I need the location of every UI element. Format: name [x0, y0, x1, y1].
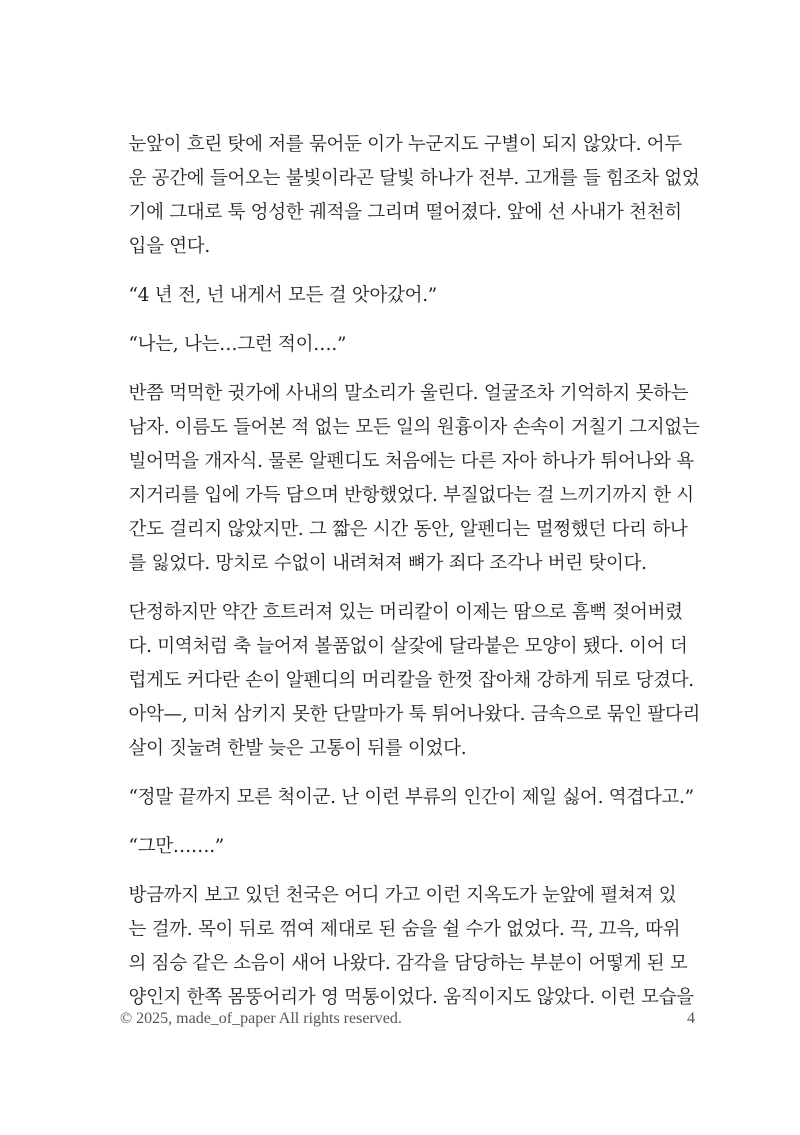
text-line: 운 공간에 들어오는 불빛이라곤 달빛 하나가 전부. 고개를 들 힘조차 없었 — [128, 168, 700, 189]
dialogue-line — [110, 328, 690, 362]
paragraph — [110, 596, 701, 766]
copyright-notice: © 2025, made_of_paper All rights reserved. — [120, 1010, 402, 1027]
text-line: “4 년 전, 넌 내게서 모든 걸 앗아갔어.” — [128, 285, 437, 306]
dialogue-line — [110, 279, 690, 313]
paragraph — [110, 879, 694, 1015]
paragraph — [110, 377, 700, 581]
text-line: 단정하지만 약간 흐트러져 있는 머리칼이 이제는 땀으로 흠뻑 젖어버렸 — [128, 602, 683, 623]
text-line: 간도 걸리지 않았지만. 그 짧은 시간 동안, 알펜디는 멀쩡했던 다리 하나 — [128, 519, 688, 540]
text-line: 지거리를 입에 가득 담으며 반항했었다. 부질없다는 걸 느끼기까지 한 시 — [128, 485, 694, 506]
text-line: 기에 그대로 툭 엉성한 궤적을 그리며 떨어졌다. 앞에 선 사내가 천천히 — [128, 202, 682, 223]
document-body — [110, 128, 701, 1030]
dialogue-line — [110, 781, 694, 815]
paragraph — [110, 128, 700, 264]
text-line: 를 잃었다. 망치로 수없이 내려쳐져 뼈가 죄다 조각나 버린 탓이다. — [128, 553, 647, 574]
text-line: 입을 연다. — [128, 236, 210, 257]
text-line: 럽게도 커다란 손이 알펜디의 머리칼을 한껏 잡아채 강하게 뒤로 당겼다. — [128, 670, 694, 691]
text-line: 남자. 이름도 들어본 적 없는 모든 일의 원흉이자 손속이 거칠기 그지없는 — [128, 417, 700, 438]
text-line: 다. 미역처럼 축 늘어져 볼품없이 살갗에 달라붙은 모양이 됐다. 이어 더 — [128, 636, 688, 657]
text-line: 는 걸까. 목이 뒤로 꺾여 제대로 된 숨을 쉴 수가 없었다. 끅, 끄윽, 따위 — [128, 919, 681, 940]
text-line: “나는, 나는…그런 적이….” — [128, 334, 347, 355]
text-line: 반쯤 먹먹한 귓가에 사내의 말소리가 울린다. 얼굴조차 기억하지 못하는 — [128, 383, 689, 404]
text-line: 아악—, 미처 삼키지 못한 단말마가 툭 튀어나왔다. 금속으로 묶인 팔다리 — [128, 704, 701, 725]
text-line: 살이 짓눌려 한발 늦은 고통이 뒤를 이었다. — [128, 738, 467, 759]
text-line: “그만…….” — [128, 836, 224, 857]
text-line: “정말 끝까지 모른 척이군. 난 이런 부류의 인간이 제일 싫어. 역겹다고.” — [128, 787, 694, 808]
page-number: 4 — [687, 1010, 695, 1027]
text-line: 의 짐승 같은 소음이 새어 나왔다. 감각을 담당하는 부분이 어떻게 된 모 — [128, 953, 688, 974]
text-line: 방금까지 보고 있던 천국은 어디 가고 이런 지옥도가 눈앞에 펼쳐져 있 — [128, 885, 677, 906]
text-line: 눈앞이 흐린 탓에 저를 묶어둔 이가 누군지도 구별이 되지 않았다. 어두 — [128, 134, 682, 155]
text-line: 양인지 한쪽 몸뚱어리가 영 먹통이었다. 움직이지도 않았다. 이런 모습을 — [128, 987, 694, 1008]
text-line: 빌어먹을 개자식. 물론 알펜디도 처음에는 다른 자아 하나가 튀어나와 욕 — [128, 451, 694, 472]
dialogue-line — [110, 830, 690, 864]
